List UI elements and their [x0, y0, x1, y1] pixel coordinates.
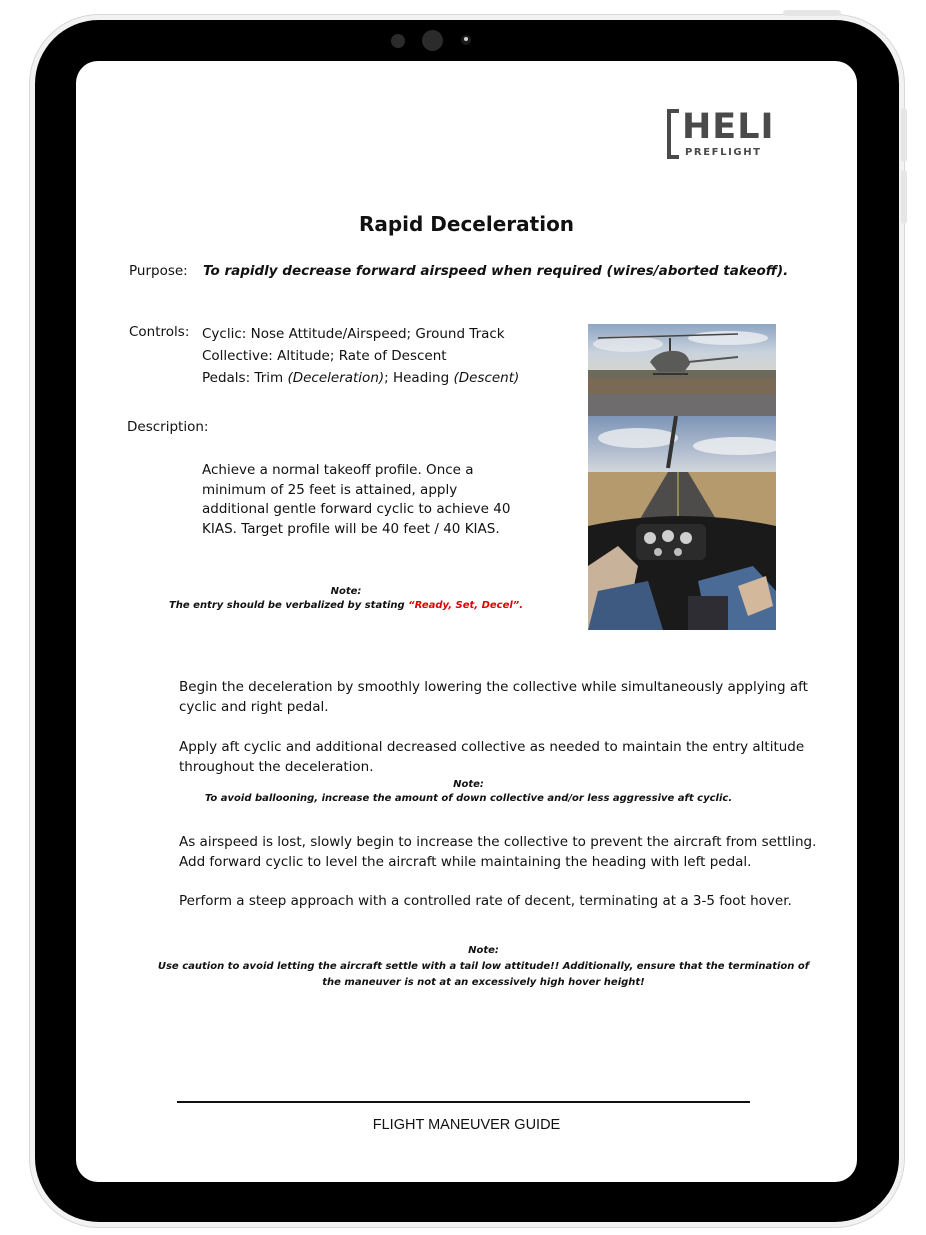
step-paragraph-4: Perform a steep approach with a controlled rate of decent, terminating at a 3-5 foot hover.: [179, 893, 792, 909]
footer-divider: [177, 1101, 750, 1103]
entry-note: [156, 585, 536, 613]
ballooning-note-text: To avoid ballooning, increase the amount of down collective and/or less aggressive aft cyclic.: [204, 793, 733, 804]
pedals-prefix: Pedals: Trim: [202, 370, 288, 386]
controls-pedals: [202, 367, 519, 389]
volume-up-button: [901, 108, 907, 162]
controls-list: [202, 323, 519, 389]
volume-down-button: [901, 170, 907, 224]
ballooning-note-heading: Note:: [453, 779, 484, 790]
logo-heli-text: HELI: [682, 107, 775, 147]
purpose-label: Purpose:: [129, 263, 188, 279]
pedals-trim-note: (Deceleration): [287, 370, 385, 386]
step-paragraph-1: Begin the deceleration by smoothly lowering the collective while simultaneously applying aft cyclic and right pedal.: [179, 679, 808, 715]
description-paragraph: Achieve a normal takeoff profile. Once a minimum of 25 feet is attained, apply additional gentle forward cyclic to achieve 40 KIAS. Target profile will be 40 feet / 40 KIAS.: [202, 462, 511, 537]
entry-note-text: The entry should be verbalized by stating: [168, 600, 409, 611]
camera-lens: [461, 35, 471, 45]
power-button: [783, 10, 841, 16]
entry-note-body: [156, 599, 536, 613]
logo-bracket: [667, 109, 679, 159]
pedals-mid: ; Heading: [384, 370, 454, 386]
logo-preflight-text: PREFLIGHT: [685, 147, 762, 158]
heli-preflight-logo: [667, 109, 795, 161]
entry-note-heading: Note:: [330, 586, 362, 597]
caution-note: [156, 943, 811, 991]
description-label: Description:: [127, 419, 209, 435]
helicopter-exterior-photo: [588, 324, 776, 416]
entry-note-quote: “Ready, Set, Decel”.: [408, 600, 524, 611]
step-paragraph-3: As airspeed is lost, slowly begin to increase the collective to prevent the aircraft from settling. Add forward cyclic to level the aircraft while maintaining the heading with left pedal.: [179, 834, 817, 870]
purpose-text: To rapidly decrease forward airspeed when required (wires/aborted takeoff).: [203, 263, 789, 279]
document-page: [76, 61, 857, 1182]
controls-label: Controls:: [129, 324, 190, 340]
ballooning-note: [176, 778, 761, 806]
page-title: Rapid Deceleration: [358, 212, 575, 236]
front-camera: [422, 30, 443, 51]
step-paragraph-2: Apply aft cyclic and additional decreased collective as needed to maintain the entry altitude throughout the deceleration.: [179, 739, 805, 775]
caution-note-heading: Note:: [468, 945, 499, 956]
sensor-dot: [391, 34, 405, 48]
footer-text: FLIGHT MANEUVER GUIDE: [372, 1117, 561, 1133]
controls-collective: Collective: Altitude; Rate of Descent: [202, 348, 447, 364]
caution-note-text: Use caution to avoid letting the aircraft settle with a tail low attitude!! Additionally, ensure that the termination of the maneuver is not at an excessively high hover height!: [157, 961, 810, 988]
controls-cyclic: Cyclic: Nose Attitude/Airspeed; Ground Track: [202, 326, 505, 342]
cockpit-photo: [588, 416, 776, 630]
pedals-heading-note: (Descent): [453, 370, 520, 386]
